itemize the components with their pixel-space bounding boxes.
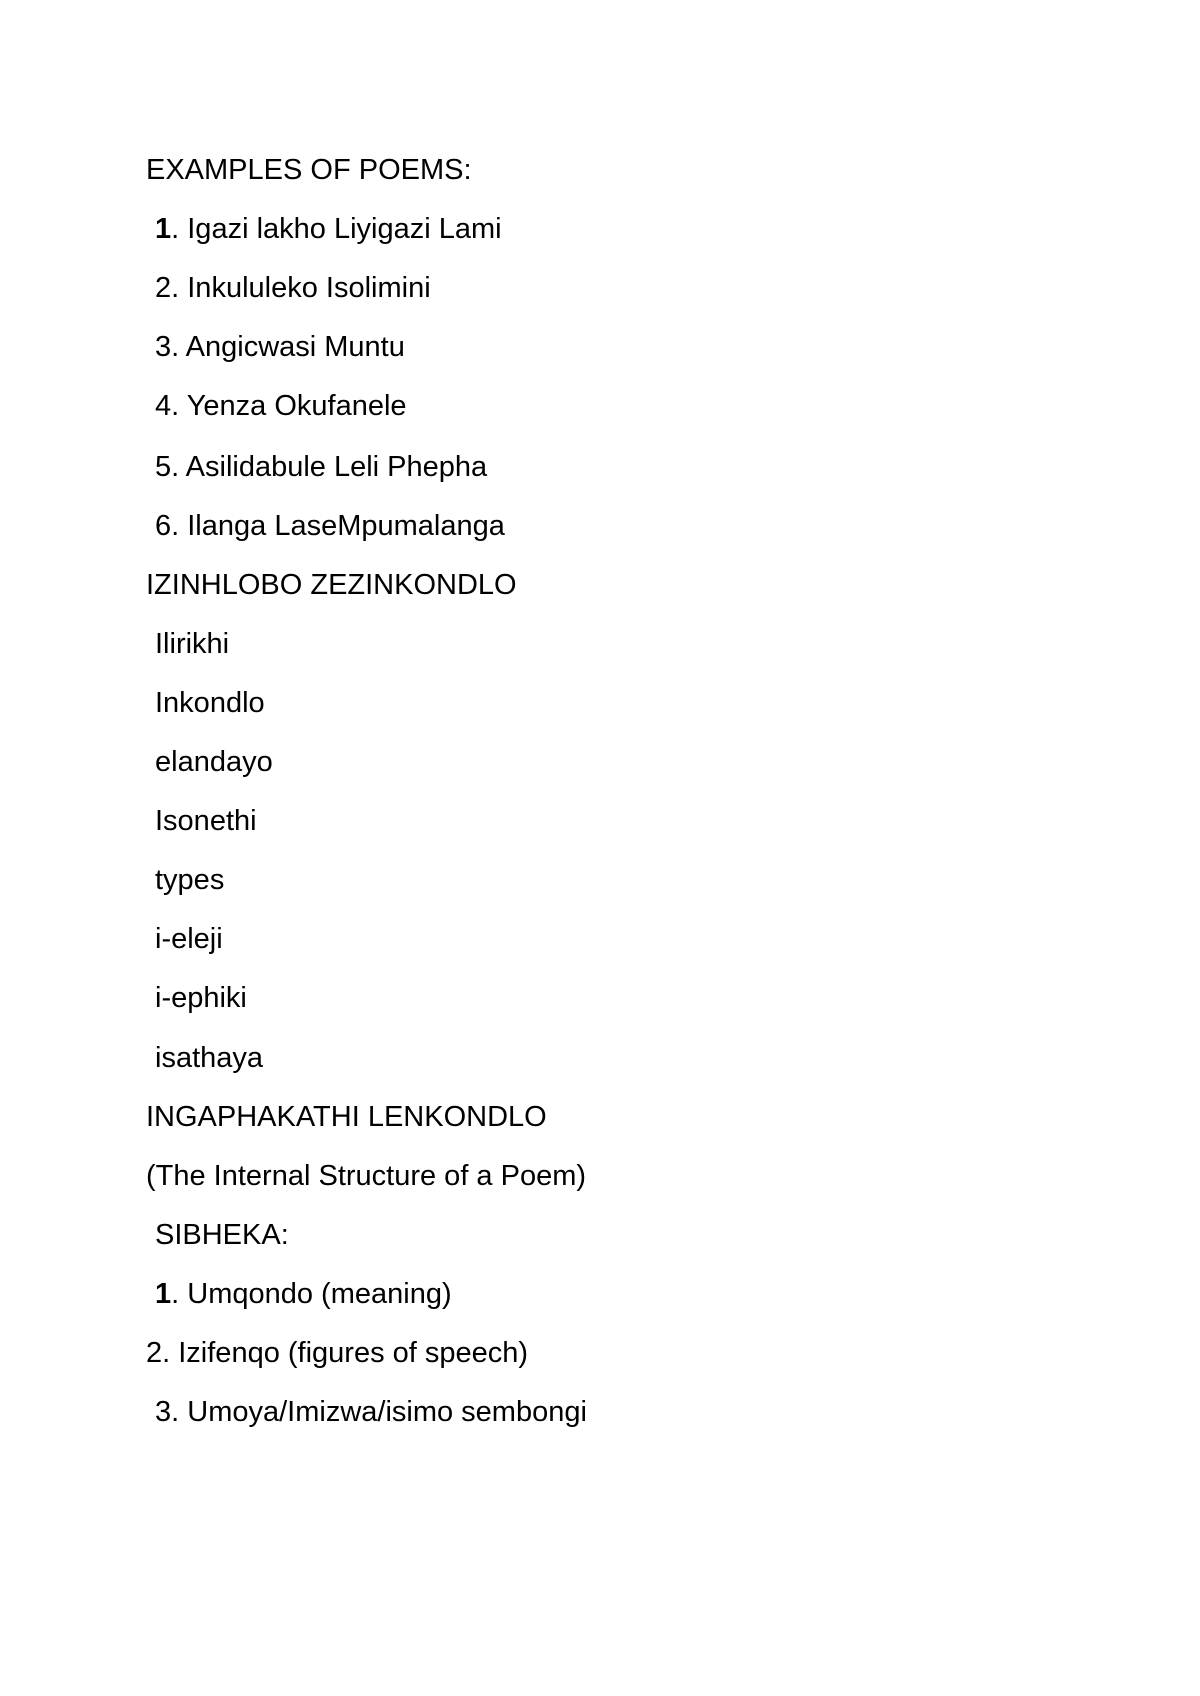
heading-sibheka: SIBHEKA: (155, 1219, 289, 1251)
poem-item-2 (155, 270, 431, 306)
sibheka-text: . Umqondo (meaning) (171, 1278, 452, 1310)
type-item: Ilirikhi (155, 628, 230, 660)
poem-number: 2 (155, 272, 172, 304)
poem-number: 5 (155, 451, 172, 483)
poem-title: . Igazi lakho Liyigazi Lami (171, 213, 502, 245)
sibheka-item-1 (155, 1276, 452, 1312)
poem-title: . Inkululeko Isolimini (171, 272, 431, 304)
poem-title: . Asilidabule Leli Phepha (171, 451, 488, 483)
poem-number: 6 (155, 510, 172, 542)
poem-number: 3 (155, 331, 172, 363)
sibheka-text: . Umoya/Imizwa/isimo sembongi (171, 1396, 587, 1428)
heading-examples-of-poems: EXAMPLES OF POEMS: (146, 154, 472, 186)
poem-item-3 (155, 329, 405, 365)
type-item: i-eleji (155, 923, 223, 955)
heading-ingaphakathi-lenkondlo: INGAPHAKATHI LENKONDLO (146, 1101, 547, 1133)
type-item: elandayo (155, 746, 273, 778)
type-item: types (155, 864, 225, 896)
heading-izinhlobo-zezinkondlo: IZINHLOBO ZEZINKONDLO (146, 569, 517, 601)
poem-item-1 (155, 211, 502, 247)
type-item: Isonethi (155, 805, 257, 837)
sibheka-number: 1 (155, 1278, 172, 1310)
type-item: i-ephiki (155, 982, 247, 1014)
poem-number: 4 (155, 390, 172, 422)
sibheka-number: 2 (146, 1337, 163, 1369)
type-item: Inkondlo (155, 687, 265, 719)
poem-item-6 (155, 508, 505, 544)
sibheka-text: . Izifenqo (figures of speech) (162, 1337, 529, 1369)
type-item: isathaya (155, 1042, 264, 1074)
poem-title: . Ilanga LaseMpumalanga (171, 510, 505, 542)
sibheka-item-3 (155, 1394, 587, 1430)
structure-subtitle: (The Internal Structure of a Poem) (146, 1160, 587, 1192)
poem-item-5 (155, 449, 487, 485)
poem-item-4 (155, 388, 407, 424)
poem-number: 1 (155, 213, 172, 245)
sibheka-number: 3 (155, 1396, 172, 1428)
poem-title: . Yenza Okufanele (171, 390, 407, 422)
sibheka-item-2 (146, 1335, 528, 1371)
poem-title: . Angicwasi Muntu (171, 331, 405, 363)
